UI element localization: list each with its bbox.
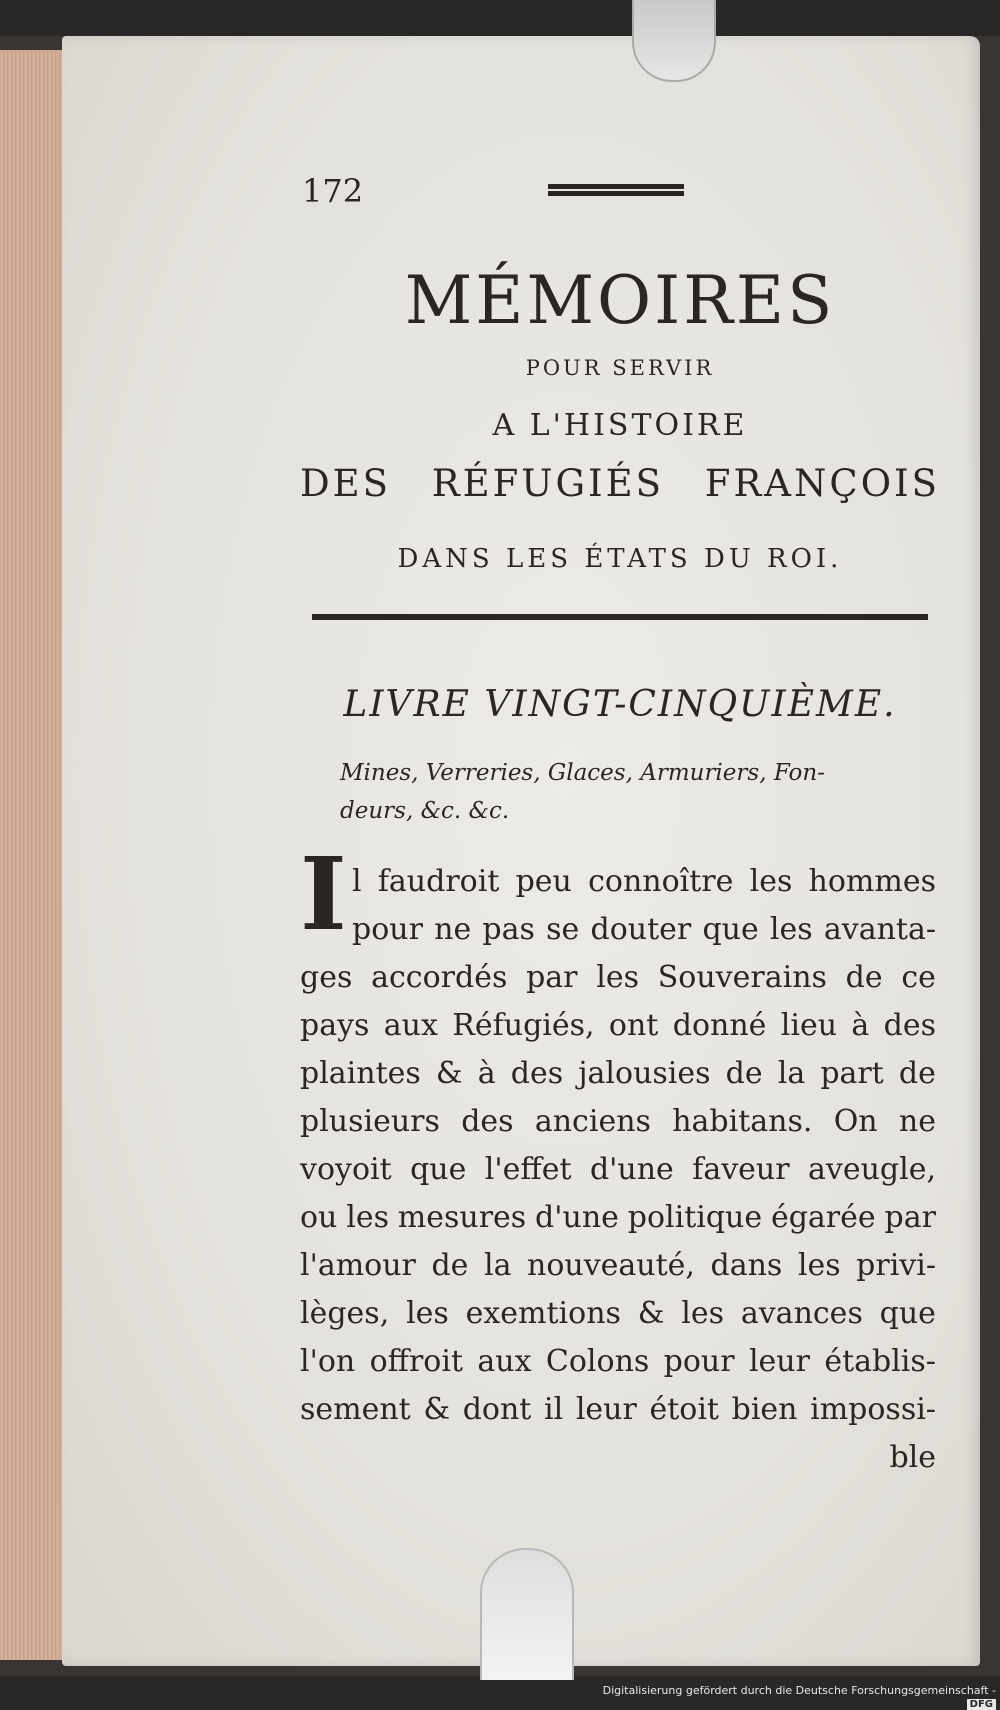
body-word: anciens <box>534 1104 651 1139</box>
topics-line: deurs, &c. &c. <box>340 798 510 824</box>
body-word: les <box>346 1200 389 1235</box>
body-word: que <box>879 1296 936 1331</box>
body-line <box>300 1338 936 1386</box>
body-word: de <box>725 1056 763 1091</box>
body-word: Réfugiés, <box>452 1008 595 1043</box>
body-word: l'on <box>300 1344 356 1379</box>
digitization-footer <box>600 1684 996 1710</box>
body-word: que <box>702 912 759 947</box>
body-word: & <box>637 1296 665 1331</box>
body-word: faudroit <box>377 864 500 899</box>
body-word: des <box>883 1008 936 1043</box>
body-word: aux <box>383 1008 438 1043</box>
body-word: la <box>777 1056 806 1091</box>
footer-text: Digitalisierung gefördert durch die Deutsche Forschungsgemeinschaft - <box>602 1684 996 1697</box>
body-word: aux <box>477 1344 532 1379</box>
subtitle-line-3 <box>300 462 940 505</box>
body-word: connoître <box>588 864 734 899</box>
body-word: pas <box>482 912 535 947</box>
subtitle-word: RÉFUGIÉS <box>431 462 665 505</box>
body-word: offroit <box>369 1344 464 1379</box>
body-word: pour <box>663 1344 735 1379</box>
body-word: habitans. <box>672 1104 813 1139</box>
body-word: aveugle, <box>808 1152 936 1187</box>
body-line <box>300 1290 936 1338</box>
body-word: égarée <box>770 1200 876 1235</box>
dfg-logo: DFG <box>967 1699 996 1710</box>
page-number: 172 <box>302 172 364 210</box>
body-word: ce <box>901 960 936 995</box>
body-word: à <box>851 1008 870 1043</box>
body-word: accordés <box>371 960 508 995</box>
body-word: & <box>435 1056 463 1091</box>
body-word: part <box>820 1056 884 1091</box>
body-word: la <box>483 1248 512 1283</box>
page-title: MÉMOIRES <box>404 262 836 339</box>
body-word: se <box>546 912 580 947</box>
subtitle-line-4: DANS LES ÉTATS DU ROI. <box>397 544 843 574</box>
body-word: les <box>596 960 639 995</box>
body-word: mesures <box>397 1200 527 1235</box>
body-word: par <box>884 1200 936 1235</box>
body-word: On <box>833 1104 878 1139</box>
body-word: étoit <box>649 1392 719 1427</box>
body-line <box>300 1002 936 1050</box>
body-line <box>300 1050 936 1098</box>
header-rule <box>548 184 684 189</box>
body-word: sement <box>300 1392 411 1427</box>
body-line <box>300 1242 936 1290</box>
body-word: pour <box>352 912 423 947</box>
body-word: des <box>461 1104 514 1139</box>
body-word: leur <box>575 1392 637 1427</box>
section-rule <box>312 614 928 620</box>
body-line <box>300 858 936 906</box>
body-word: voyoit <box>300 1152 392 1187</box>
topics-line: Mines, Verreries, Glaces, Armuriers, Fon- <box>340 760 825 786</box>
book-clip-bottom <box>480 1548 574 1680</box>
body-word: d'une <box>535 1200 619 1235</box>
body-word: Colons <box>545 1344 650 1379</box>
body-word: hommes <box>808 864 936 899</box>
body-word: à <box>477 1056 496 1091</box>
topics <box>300 754 940 830</box>
book-heading: LIVRE VINGT-CINQUIÈME. <box>343 684 897 725</box>
body-line <box>300 1386 936 1434</box>
body-word: l <box>352 864 362 899</box>
body-word: de <box>845 960 883 995</box>
body-word: nouveauté, <box>527 1248 695 1283</box>
body-text <box>300 858 936 1482</box>
body-word: impossi- <box>810 1392 936 1427</box>
body-word: l'effet <box>484 1152 572 1187</box>
body-word: & <box>423 1392 451 1427</box>
body-word: avances <box>740 1296 863 1331</box>
body-word: politique <box>627 1200 763 1235</box>
body-word: avanta- <box>823 912 936 947</box>
body-line <box>300 1098 936 1146</box>
body-word: ne <box>434 912 472 947</box>
subtitle-word: FRANÇOIS <box>704 462 940 505</box>
body-word: plaintes <box>300 1056 421 1091</box>
body-word: lieu <box>780 1008 838 1043</box>
body-word: dans <box>710 1248 783 1283</box>
body-word: douter <box>590 912 692 947</box>
body-word: pays <box>300 1008 370 1043</box>
body-word: faveur <box>692 1152 790 1187</box>
body-word: ou <box>300 1200 338 1235</box>
body-word: Souverains <box>657 960 827 995</box>
body-word: l'amour <box>300 1248 416 1283</box>
body-word: les <box>797 1248 841 1283</box>
body-line <box>300 1194 936 1242</box>
body-word: de <box>431 1248 469 1283</box>
body-line <box>300 1146 936 1194</box>
subtitle-line-1: POUR SERVIR <box>525 356 715 380</box>
subtitle-line-2: A L'HISTOIRE <box>492 408 748 443</box>
body-line <box>300 906 936 954</box>
body-word: ont <box>608 1008 659 1043</box>
body-word: jalousies <box>578 1056 711 1091</box>
body-word: il <box>543 1392 564 1427</box>
book-clip-top <box>632 0 716 82</box>
subtitle-word: DES <box>300 462 392 505</box>
body-word: bien <box>731 1392 798 1427</box>
body-word: peu <box>515 864 572 899</box>
body-word: les <box>406 1296 449 1331</box>
body-word: de <box>898 1056 936 1091</box>
body-word: les <box>749 864 793 899</box>
body-word: privi- <box>856 1248 936 1283</box>
body-word: par <box>526 960 578 995</box>
body-word: établis- <box>824 1344 936 1379</box>
body-word: ne <box>898 1104 936 1139</box>
body-word: ges <box>300 960 353 995</box>
body-word: que <box>410 1152 467 1187</box>
body-word: leur <box>748 1344 810 1379</box>
body-word: plusieurs <box>300 1104 440 1139</box>
body-word: donné <box>672 1008 767 1043</box>
body-word: d'une <box>589 1152 674 1187</box>
body-word: des <box>510 1056 564 1091</box>
body-word: dont <box>462 1392 532 1427</box>
body-word: lèges, <box>300 1296 390 1331</box>
body-word: les <box>681 1296 725 1331</box>
drop-cap: I <box>300 835 347 953</box>
body-line <box>300 954 936 1002</box>
body-word: les <box>769 912 813 947</box>
body-word: exemtions <box>465 1296 621 1331</box>
body-line: ble <box>889 1440 936 1475</box>
